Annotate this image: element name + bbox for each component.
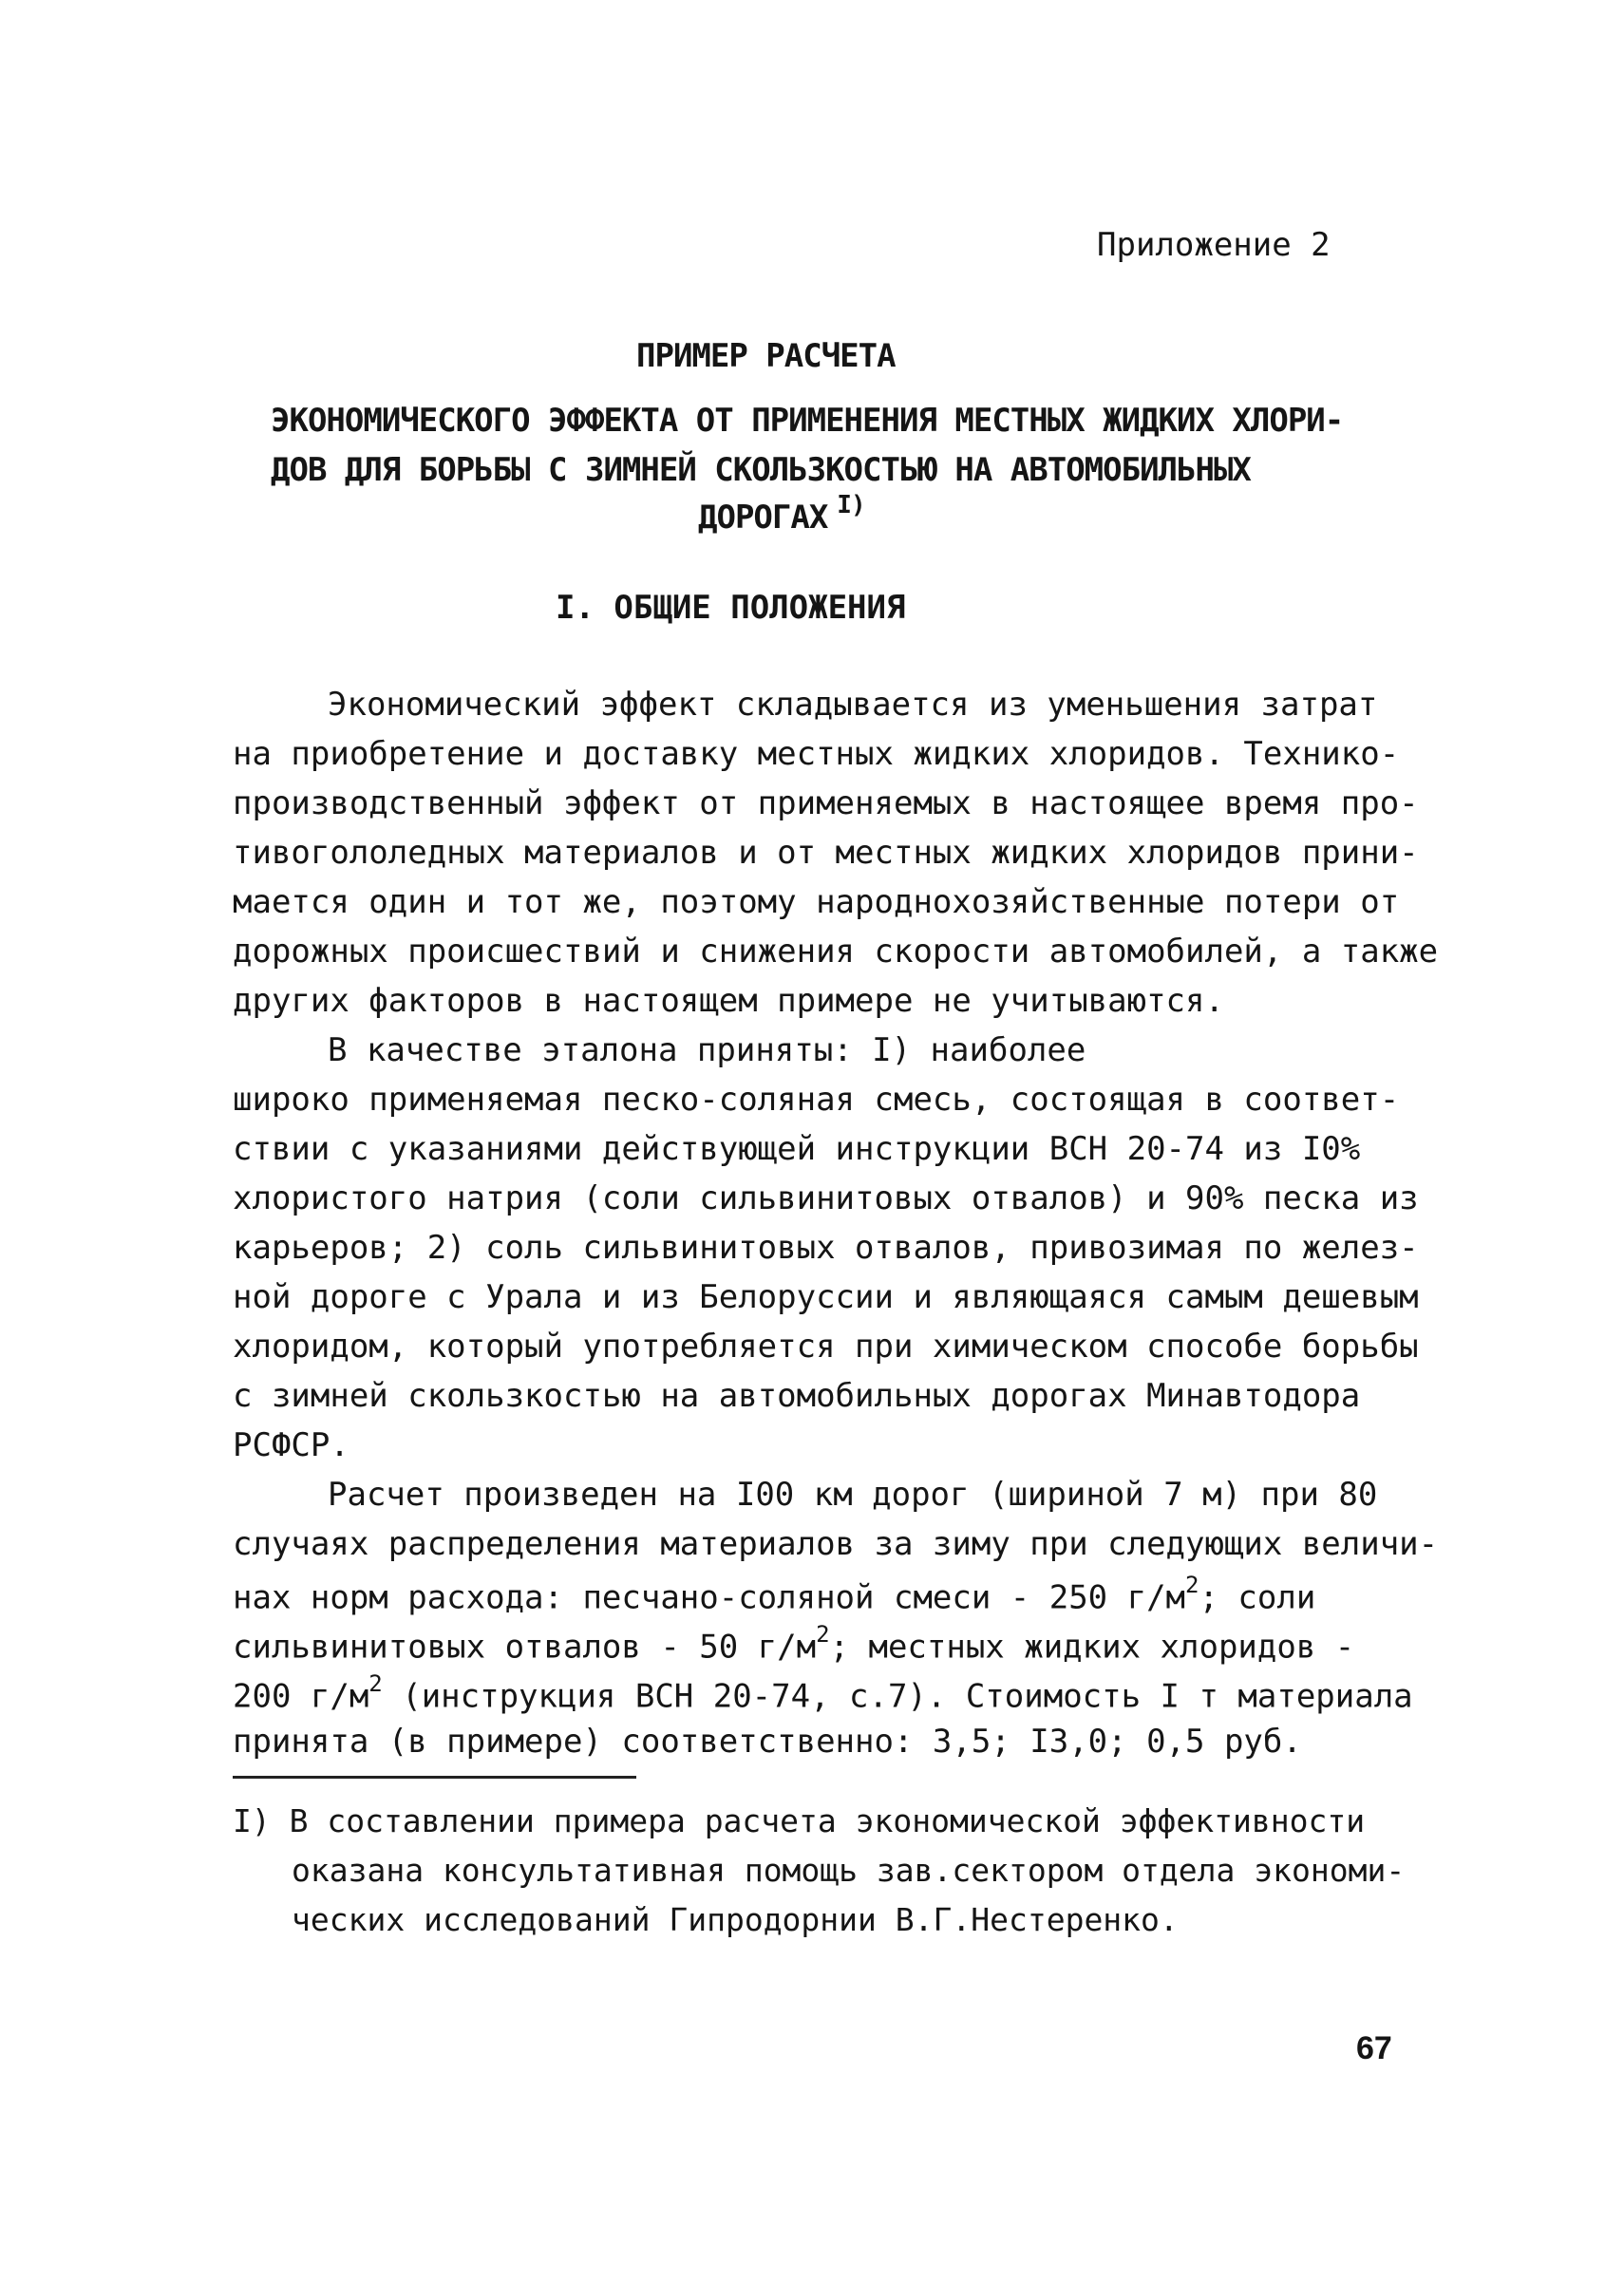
footnote-line-3: ческих исследований Гипродорнии В.Г.Нестеренко. (292, 1901, 1179, 1938)
footnote-line-2: оказана консультативная помощь зав.сектором отдела экономи- (292, 1852, 1406, 1889)
title-line-4-text: ДОРОГАХ (698, 499, 828, 537)
body-line-4: тивогололедных материалов и от местных жидких хлоридов прини- (233, 834, 1419, 872)
body-line-3: производственный эффект от применяемых в настоящее время про- (233, 784, 1419, 822)
footnote-line-1: I) В составлении примера расчета экономической эффективности (233, 1802, 1366, 1839)
body-line-15: с зимней скользкостью на автомобильных дорогах Минавтодора (233, 1377, 1361, 1415)
body-line-20-text: сильвинитовых отвалов - 50 г/м (233, 1628, 817, 1667)
superscript-2: 2 (816, 1621, 830, 1648)
body-line-21-text: 200 г/м (233, 1677, 369, 1716)
title-line-2: ЭКОНОМИЧЕСКОГО ЭФФЕКТА ОТ ПРИМЕНЕНИЯ МЕСТНЫХ ЖИДКИХ ХЛОРИ- (271, 402, 1344, 440)
body-line-19 (233, 1572, 1316, 1617)
body-line-8: В качестве эталона приняты: I) наиболее (328, 1031, 1086, 1069)
body-line-5: мается один и тот же, поэтому народнохозяйственные потери от (233, 883, 1400, 921)
body-line-18: случаях распределения материалов за зиму при следующих величи- (233, 1525, 1439, 1563)
body-line-1: Экономический эффект складывается из уменьшения затрат (328, 686, 1378, 724)
body-line-11: хлористого натрия (соли сильвинитовых отвалов) и 90% песка из (233, 1179, 1419, 1217)
body-line-20 (233, 1621, 1355, 1667)
superscript-2: 2 (368, 1670, 383, 1697)
title-footnote-mark: I) (837, 491, 865, 519)
body-line-2: на приобретение и доставку местных жидких хлоридов. Технико- (233, 735, 1400, 773)
body-line-17: Расчет произведен на I00 км дорог (шириной 7 м) при 80 (328, 1476, 1378, 1514)
body-line-9: широко применяемая песко-соляная смесь, состоящая в соответ- (233, 1081, 1400, 1119)
appendix-label: Приложение 2 (1097, 226, 1331, 264)
section-heading: I. ОБЩИЕ ПОЛОЖЕНИЯ (556, 589, 906, 627)
body-line-19-tail: ; соли (1199, 1578, 1316, 1617)
title-line-1: ПРИМЕР РАСЧЕТА (636, 337, 896, 375)
superscript-2: 2 (1185, 1572, 1199, 1598)
body-line-7: других факторов в настоящем примере не учитываются. (233, 982, 1224, 1020)
footnote-rule (233, 1776, 636, 1779)
body-line-16: РСФСР. (233, 1426, 349, 1464)
body-line-20-tail: ; местных жидких хлоридов - (829, 1628, 1355, 1667)
title-line-4 (698, 491, 865, 537)
body-line-21-tail: (инструкция ВСН 20-74, с.7). Стоимость I т материала (382, 1677, 1413, 1716)
body-line-19-text: нах норм расхода: песчано-соляной смеси - 250 г/м (233, 1578, 1186, 1617)
body-line-14: хлоридом, который употребляется при химическом способе борьбы (233, 1328, 1419, 1366)
body-line-10: ствии с указаниями действующей инструкции ВСН 20-74 из I0% (233, 1130, 1361, 1168)
page-number: 67 (1356, 2030, 1392, 2066)
title-line-3: ДОВ ДЛЯ БОРЬБЫ С ЗИМНЕЙ СКОЛЬЗКОСТЬЮ НА АВТОМОБИЛЬНЫХ (271, 451, 1251, 489)
body-line-21 (233, 1670, 1413, 1716)
body-line-12: карьеров; 2) соль сильвинитовых отвалов, привозимая по желез- (233, 1229, 1419, 1267)
body-line-22: принята (в примере) соответственно: 3,5; I3,0; 0,5 руб. (233, 1723, 1302, 1761)
body-line-13: ной дороге с Урала и из Белоруссии и являющаяся самым дешевым (233, 1278, 1419, 1316)
body-line-6: дорожных происшествий и снижения скорости автомобилей, а также (233, 933, 1439, 971)
